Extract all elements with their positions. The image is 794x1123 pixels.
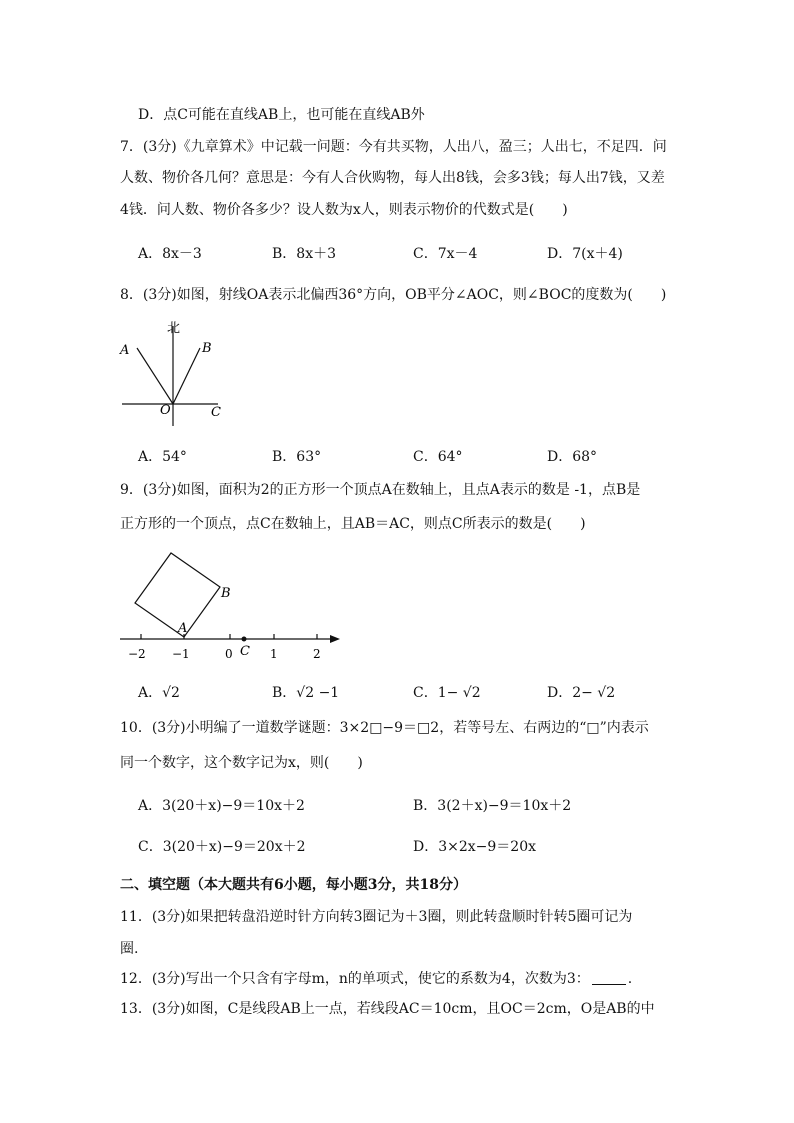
q7-line2: 人数、物价各几何？意思是：今有人合伙购物，每人出8钱，会多3钱；每人出7钱，又差 xyxy=(120,170,665,186)
q8-line1: 8．(3分)如图，射线OA表示北偏西36°方向，OB平分∠AOC，则∠BOC的度数为( ) xyxy=(120,287,667,303)
q9-label-b: B xyxy=(221,586,231,601)
q7-option-b[interactable]: B．8x＋3 xyxy=(272,246,336,262)
q9-point-c xyxy=(242,637,247,642)
q9-label-c: C xyxy=(240,644,250,659)
q12-end: . xyxy=(627,971,633,987)
q7-option-d[interactable]: D．7(x＋4) xyxy=(547,246,623,262)
section2-title: 二、填空题（本大题共有6小题，每小题3分，共18分） xyxy=(120,877,467,893)
q9-tick-label-1: 1 xyxy=(270,647,278,661)
q11-line1: 11．(3分)如果把转盘沿逆时针方向转3圈记为＋3圈，则此转盘顺时针转5圈可记为 xyxy=(120,909,633,925)
q9-option-d[interactable]: D．2− √2 xyxy=(547,685,616,701)
q7-line3: 4钱．问人数、物价各多少？设人数为x人，则表示物价的代数式是( ) xyxy=(120,202,568,218)
q10-option-a[interactable]: A．3(20＋x)−9＝10x＋2 xyxy=(138,798,305,814)
q9-tick-label-m2: −2 xyxy=(128,647,146,661)
q10-option-b[interactable]: B．3(2＋x)−9＝10x＋2 xyxy=(413,798,572,814)
q8-label-b: B xyxy=(202,341,212,356)
q9-tick-label-2: 2 xyxy=(313,647,321,661)
q8-ray-ob xyxy=(173,348,200,404)
q10-option-d[interactable]: D．3×2x−9＝20x xyxy=(413,839,537,855)
q12-text: 12．(3分)写出一个只含有字母m，n的单项式，使它的系数为4，次数为3： xyxy=(120,971,590,987)
q7-option-c[interactable]: C．7x－4 xyxy=(413,246,478,262)
q10-line1: 10．(3分)小明编了一道数学谜题：3×2□−9＝□2，若等号左、右两边的“□”内表示 xyxy=(120,720,649,736)
q8-label-a: A xyxy=(120,343,130,358)
q8-figure xyxy=(110,318,250,433)
q9-line2: 正方形的一个顶点，点C在数轴上，且AB＝AC，则点C所表示的数是( ) xyxy=(120,516,586,532)
q8-option-d[interactable]: D．68° xyxy=(547,449,598,465)
q8-ray-oa xyxy=(137,348,173,404)
q9-option-a[interactable]: A．√2 xyxy=(138,685,180,701)
q12-line xyxy=(120,968,632,988)
q9-figure xyxy=(110,545,350,665)
q8-label-o: O xyxy=(160,403,171,418)
q9-option-c[interactable]: C．1− √2 xyxy=(413,685,481,701)
q9-axis-arrow xyxy=(330,635,340,643)
q9-line1: 9．(3分)如图，面积为2的正方形一个顶点A在数轴上，且点A表示的数是 -1，点B是 xyxy=(120,482,641,498)
q9-tick-label-m1: −1 xyxy=(172,647,190,661)
q9-option-b[interactable]: B．√2 −1 xyxy=(272,685,340,701)
q10-option-c[interactable]: C．3(20＋x)−9＝20x＋2 xyxy=(138,839,306,855)
q8-label-north: 北 xyxy=(167,321,181,336)
q8-option-c[interactable]: C．64° xyxy=(413,449,463,465)
q11-line2: 圈. xyxy=(120,941,139,957)
q8-option-b[interactable]: B．63° xyxy=(272,449,322,465)
q13-line1: 13．(3分)如图，C是线段AB上一点，若线段AC＝10cm，且OC＝2cm，O是AB的中 xyxy=(120,1001,655,1017)
q10-line2: 同一个数字，这个数字记为x，则( ) xyxy=(120,755,363,771)
q9-label-a: A xyxy=(178,621,188,636)
q9-tick-label-0: 0 xyxy=(225,647,233,661)
q8-label-c: C xyxy=(211,405,221,420)
q6-option-d: D．点C可能在直线AB上，也可能在直线AB外 xyxy=(138,107,425,123)
q7-option-a[interactable]: A．8x－3 xyxy=(138,246,202,262)
q7-line1: 7．(3分)《九章算术》中记载一问题：今有共买物，人出八，盈三；人出七，不足四．问 xyxy=(120,139,667,155)
q8-option-a[interactable]: A．54° xyxy=(138,449,187,465)
q12-answer-blank[interactable] xyxy=(592,972,626,985)
